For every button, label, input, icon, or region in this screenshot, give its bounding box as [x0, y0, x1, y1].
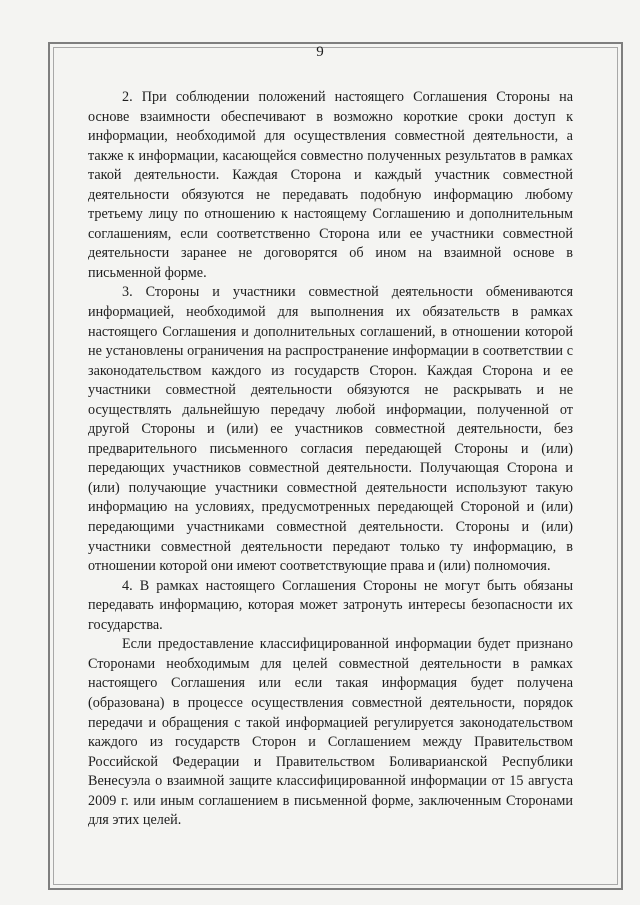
page-number: 9: [316, 44, 324, 60]
document-body: [88, 88, 573, 831]
paragraph-clause-2: 2. При соблюдении положений настоящего Соглашения Стороны на основе взаимности обеспечивают в возможно короткие сроки доступ к информации, необходимой для осуществления совместной деятельности, а также к информации, касающейся совместно полученных результатов в рамках такой деятельности. Каждая Сторона и каждый участник совместной деятельности обязуются не передавать подобную информацию любому третьему лицу по отношению к настоящему Соглашению и дополнительным соглашениям, если соответственно Сторона или ее участники совместной деятельности заранее не договорятся об ином на взаимной основе в письменной форме.: [88, 89, 573, 281]
paragraph-clause-4: 4. В рамках настоящего Соглашения Стороны не могут быть обязаны передавать информацию, которая может затронуть интересы безопасности их государства.: [88, 577, 573, 633]
paragraph-classified-info: Если предоставление классифицированной информации будет признано Сторонами необходимым для целей совместной деятельности в рамках настоящего Соглашения или если такая информация будет получена (образована) в процессе осуществления совместной деятельности, порядок передачи и обращения с такой информацией регулируется законодательством каждого из государств Сторон и Соглашением между Правительством Российской Федерации и Правительством Боливарианской Республики Венесуэла о взаимной защите классифицированной информации от 15 августа 2009 г. или иным соглашением в письменной форме, заключенным Сторонами для этих целей.: [88, 636, 573, 829]
paragraph-clause-3: 3. Стороны и участники совместной деятельности обмениваются информацией, необходимой для выполнения их обязательств в рамках настоящего Соглашения и дополнительных соглашений, в отношении которой не установлены ограничения на распространение информации в соответствии с законодательством каждого из государств Сторон. Каждая Сторона и ее участники совместной деятельности обязуются не раскрывать и не осуществлять дальнейшую передачу любой информации, полученной от другой Стороны и (или) ее участников совместной деятельности, без предварительного письменного согласия передающей Стороны и (или) передающих участников совместной деятельности. Получающая Сторона и (или) получающие участники совместной деятельности используют такую информацию на условиях, предусмотренных передающей Стороной и (или) передающими участниками совместной деятельности. Стороны и (или) участники совместной деятельности передают только ту информацию, в отношении которой они имеют соответствующие права и (или) полномочия.: [88, 284, 573, 575]
